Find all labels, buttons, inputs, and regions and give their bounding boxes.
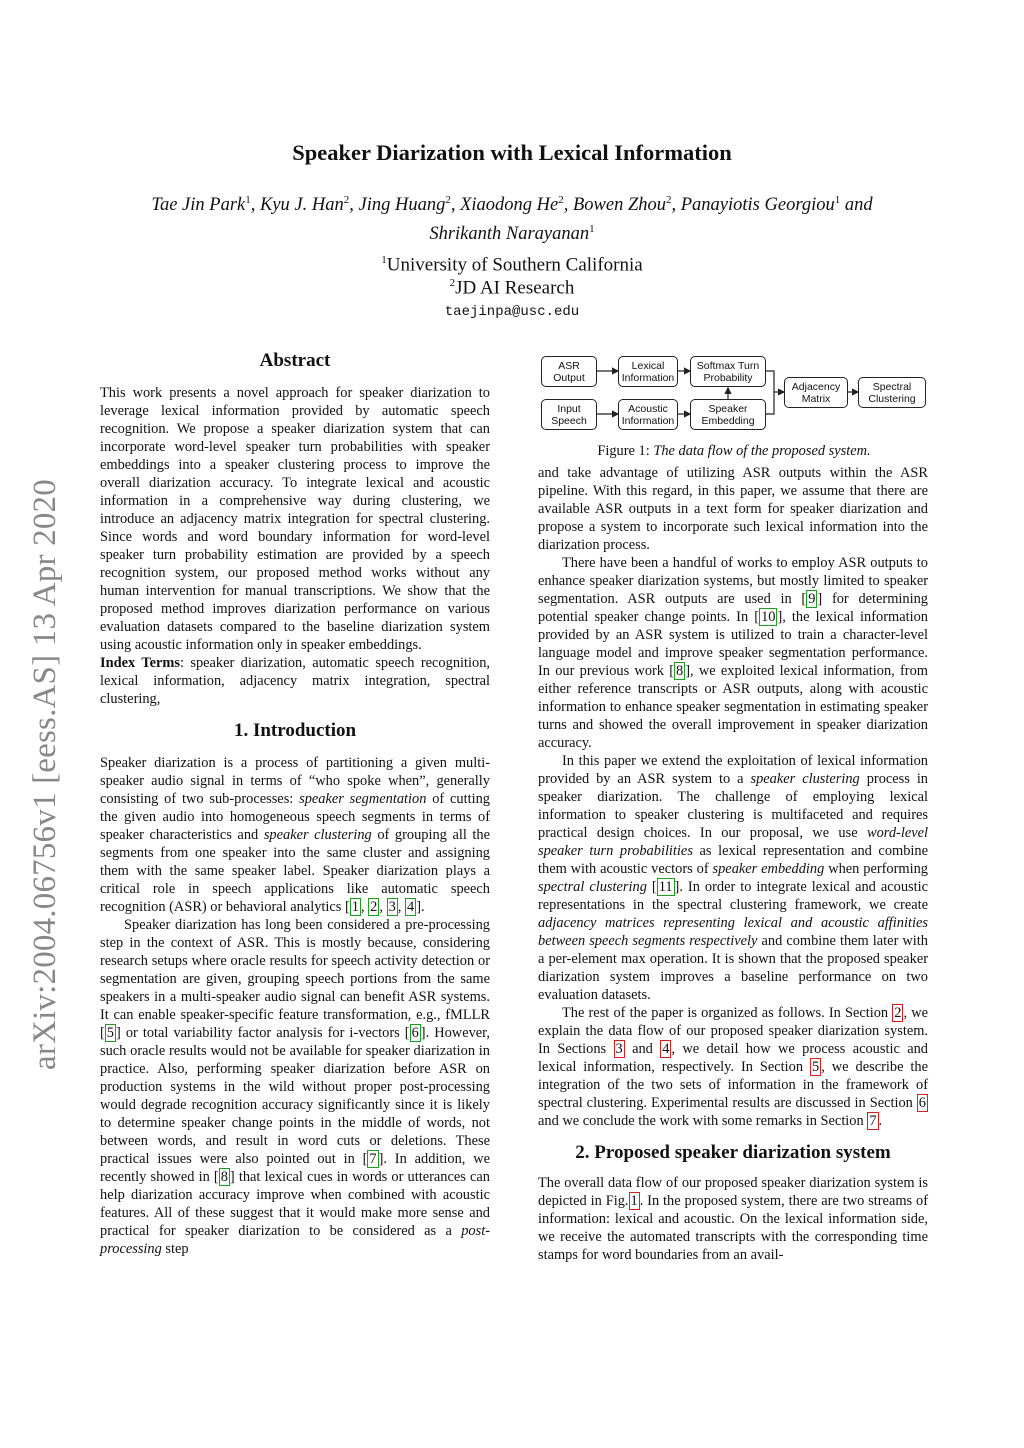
author-name: Jing Huang xyxy=(358,195,446,216)
body-paragraph: In this paper we extend the exploitation of lexical information provided by an ASR system to a speaker clustering process in speaker diarization. The challenge of employing lexical information to speaker clustering is multifaceted and requires practical design choices. In our proposal, we use word-level speaker turn probabilities as lexical representation and combine them with acoustic vectors of speaker embedding when performing spectral clustering [ 11 ]. In order to integrate lexical and acoustic representations in the spectral clustering framework, we create adjacency matrices representing lexical and acoustic affinities between speech segments respectively and combine them later with a per-element max operation. It is shown that the proposed speaker diarization system improves a baseline performance on two evaluation datasets. xyxy=(538,753,929,1003)
right-column xyxy=(538,464,928,1264)
index-terms: Index Terms: speaker diarization, automatic speech recognition, lexical information, adjacency matrix integration, spectral clustering, xyxy=(100,655,491,707)
figure-1-diagram xyxy=(538,352,930,436)
affiliation: $^1$University of Southern California xyxy=(381,254,643,276)
node-softmax-turn-probability: Softmax Turn Probability xyxy=(690,356,766,387)
citation-link[interactable]: 4 xyxy=(406,899,415,915)
section-link[interactable]: 4 xyxy=(662,1041,670,1057)
section-link[interactable]: 6 xyxy=(918,1095,926,1111)
node-spectral-clustering: Spectral Clustering xyxy=(858,377,926,408)
section-1-heading: 1. Introduction xyxy=(233,720,357,741)
node-input-speech: Input Speech xyxy=(541,399,597,430)
citation-link[interactable]: 8 xyxy=(676,663,684,679)
body-paragraph: The overall data flow of our proposed speaker diarization system is depicted in Fig. 1 . In the proposed system, there are two streams of information: lexical and acoustic. On the lexical information side, we receive the automated transcripts with the corresponding time stamps for word boundaries from an avail- xyxy=(538,1175,928,1263)
node-speaker-embedding: Speaker Embedding xyxy=(690,399,766,430)
section-2-heading: 2. Proposed speaker diarization system xyxy=(575,1142,891,1163)
node-acoustic-information: Acoustic Information xyxy=(618,399,678,430)
node-adjacency-matrix: Adjacency Matrix xyxy=(784,377,848,408)
paper-title: Speaker Diarization with Lexical Information xyxy=(292,140,732,165)
merge-connector xyxy=(766,371,774,414)
node-lexical-information: Lexical Information xyxy=(618,356,678,387)
section-link[interactable]: 5 xyxy=(812,1059,820,1075)
author-name: Shrikanth Narayanan xyxy=(429,224,590,245)
body-paragraph: There have been a handful of works to employ ASR outputs to enhance speaker diarization systems, but mostly limited to speaker segmentation. ASR outputs are used in [ 9 ] for determining potential speaker change points. In [ 10 ], the lexical information provided by an ASR system is utilized to train a character-level language model and improve speaker segmentation performance. In our previous work [ 8 ], we exploited lexical information, from either reference transcripts or ASR outputs, along with acoustic information to enhance speaker segmentation in estimating speaker turns and showed the overall improvement in speaker diarization accuracy. xyxy=(538,555,928,751)
author-name: Panayiotis Georgiou xyxy=(680,195,835,216)
figure-link[interactable]: 1 xyxy=(630,1193,638,1209)
citation-link[interactable]: 7 xyxy=(369,1151,377,1167)
citation-link[interactable]: 1 xyxy=(351,899,359,915)
author-email: taejinpa@usc.edu xyxy=(444,304,580,320)
citation-link[interactable]: 11 xyxy=(658,879,673,895)
figure-1-caption: Figure 1: The data flow of the proposed system. xyxy=(597,443,871,459)
section-link[interactable]: 7 xyxy=(869,1113,877,1129)
section-link[interactable]: 2 xyxy=(894,1005,902,1021)
citation-link[interactable]: 3 xyxy=(388,899,396,915)
author-name: Xiaodong He xyxy=(460,195,559,216)
body-paragraph: and take advantage of utilizing ASR outputs within the ASR pipeline. With this regard, in this paper, we assume that there are available ASR outputs in a text form for speaker diarization and propose a system to incorporate such lexical information into the diarization process. xyxy=(538,465,928,553)
citation-link[interactable]: 9 xyxy=(808,591,816,607)
left-column xyxy=(100,352,490,1258)
citation-link[interactable]: 10 xyxy=(761,609,776,625)
intro-paragraph-2: Speaker diarization has long been considered a pre-processing step in the context of ASR. This is mostly because, considering research setups where oracle results for speech activity detection or segmentation are given, grouping speech portions from the same speakers in a multi-speaker audio signal can benefit ASR systems. It can enable speaker-specific feature transformation, e.g., fMLLR [ 5 ] or total variability factor analysis for i-vectors [ 6 ]. However, such oracle results would not be available for speaker diarization in practice. Also, performing speaker diarization before ASR on production systems in the wild without proper post-processing would degrade recognition accuracy significantly since it is likely to determine speaker change points in the middle of words, not between words, and result in word cuts or deletions. These practical issues were also pointed out in [ 7 ]. In addition, we recently showed in [ 8 ] that lexical cues in words or utterances can help diarization accuracy improve when combined with acoustic features. All of these suggest that it would make more sense and practical for speaker diarization to be considered as a post-processing step xyxy=(100,917,490,1257)
author-name: Bowen Zhou xyxy=(572,195,666,216)
arxiv-identifier: arXiv:2004.06756v1 [eess.AS] 13 Apr 2020 xyxy=(27,479,63,1070)
section-link[interactable]: 3 xyxy=(615,1041,623,1057)
citation-link[interactable]: 5 xyxy=(106,1025,114,1041)
author-list: Tae Jin Park$^1$, Kyu J. Han$^2$, Jing Huang$^2$, Xiaodong He$^2$, Bowen Zhou$^2$, Panayiotis Georgiou$^1$ and Shrikanth Narayanan$^1$ xyxy=(151,194,873,245)
citation-link[interactable]: 2 xyxy=(370,899,378,915)
author-name: Kyu J. Han xyxy=(260,195,344,216)
citation-link[interactable]: 8 xyxy=(220,1169,228,1185)
intro-paragraph-1: Speaker diarization is a process of partitioning a given multi-speaker audio signal in terms of “who spoke when”, generally consisting of two sub-processes: speaker segmentation of cutting the given audio into homogeneous speech segments in terms of speaker characteristics and speaker clustering of grouping all the segments from one speaker into the same cluster and assigning them with the same speaker label. Speaker diarization plays a critical role in speech applications like automatic speech recognition (ASR) or behavioral analytics [ 1 , 2 , 3 , 4 ]. xyxy=(100,755,491,915)
citation-link[interactable]: 6 xyxy=(411,1025,419,1041)
author-name: Tae Jin Park xyxy=(151,195,246,216)
affiliation: $^2$JD AI Research xyxy=(449,277,575,299)
abstract-text: This work presents a novel approach for speaker diarization to leverage lexical information provided by automatic speech recognition. We propose a speaker diarization system that can incorporate word-level speaker turn probabilities with speaker embeddings into a speaker clustering process to improve the overall diarization accuracy. To integrate lexical and acoustic information in a comprehensive way during clustering, we introduce an adjacency matrix integration for spectral clustering. Since words and word boundary information for word-level speaker turn probability estimation are provided by a speech recognition system, our proposed method works without any human intervention for manual transcriptions. We show that the proposed method improves diarization performance on various evaluation datasets compared to the baseline diarization system using acoustic information only in speaker embeddings. xyxy=(100,385,490,653)
body-paragraph: The rest of the paper is organized as follows. In Section 2 , we explain the data flow of our proposed speaker diarization system. In Sections 3 and 4 , we detail how we process acoustic and lexical information, respectively. In Section 5 , we describe the integration of the two sets of information in the framework of spectral clustering. Experimental results are discussed in Section 6 and we conclude the work with some remarks in Section 7 . xyxy=(538,1005,928,1129)
abstract-heading: Abstract xyxy=(259,350,331,371)
node-asr-output: ASR Output xyxy=(541,356,597,387)
